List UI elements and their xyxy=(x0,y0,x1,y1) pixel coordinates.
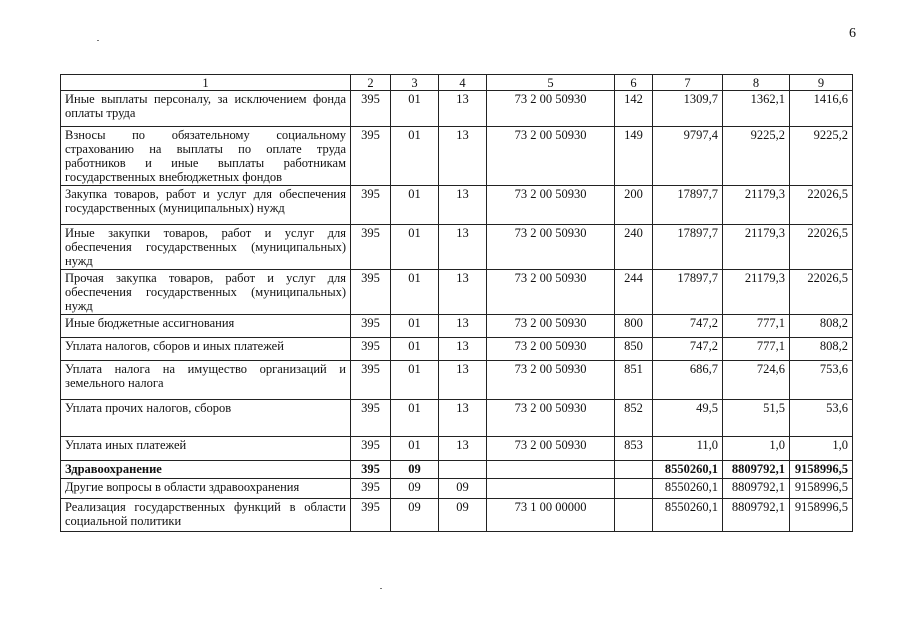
table-row xyxy=(61,499,853,532)
header-cell-8: 8 xyxy=(723,75,790,91)
header-cell-7: 7 xyxy=(653,75,723,91)
budget-table xyxy=(60,74,853,532)
cell-col-5: 73 2 00 50930 xyxy=(487,186,615,225)
cell-col-7: 17897,7 xyxy=(653,225,723,270)
cell-col-2: 395 xyxy=(351,338,391,361)
cell-col-4: 13 xyxy=(439,270,487,315)
cell-col-3: 01 xyxy=(391,361,439,400)
row-name: Уплата налогов, сборов и иных платежей xyxy=(61,338,351,361)
cell-col-5: 73 2 00 50930 xyxy=(487,315,615,338)
cell-col-8: 21179,3 xyxy=(723,225,790,270)
cell-col-4: 13 xyxy=(439,127,487,186)
cell-col-8: 8809792,1 xyxy=(723,479,790,499)
cell-col-7: 686,7 xyxy=(653,361,723,400)
cell-col-3: 01 xyxy=(391,225,439,270)
cell-col-2: 395 xyxy=(351,315,391,338)
cell-col-7: 17897,7 xyxy=(653,270,723,315)
cell-col-5: 73 2 00 50930 xyxy=(487,361,615,400)
cell-col-6: 853 xyxy=(615,437,653,461)
cell-col-8: 8809792,1 xyxy=(723,499,790,532)
header-cell-4: 4 xyxy=(439,75,487,91)
cell-col-3: 01 xyxy=(391,270,439,315)
cell-col-9: 808,2 xyxy=(790,315,853,338)
cell-col-5: 73 2 00 50930 xyxy=(487,91,615,127)
cell-col-2: 395 xyxy=(351,127,391,186)
cell-col-7: 747,2 xyxy=(653,315,723,338)
cell-col-4 xyxy=(439,461,487,479)
cell-col-7: 8550260,1 xyxy=(653,461,723,479)
cell-col-6: 244 xyxy=(615,270,653,315)
cell-col-5: 73 1 00 00000 xyxy=(487,499,615,532)
cell-col-7: 17897,7 xyxy=(653,186,723,225)
cell-col-2: 395 xyxy=(351,400,391,437)
table-row xyxy=(61,91,853,127)
cell-col-3: 01 xyxy=(391,400,439,437)
cell-col-7: 11,0 xyxy=(653,437,723,461)
table-row xyxy=(61,225,853,270)
cell-col-4: 13 xyxy=(439,437,487,461)
scan-speck xyxy=(97,40,99,41)
cell-col-9: 53,6 xyxy=(790,400,853,437)
header-cell-6: 6 xyxy=(615,75,653,91)
cell-col-3: 01 xyxy=(391,127,439,186)
table-header-row xyxy=(61,75,853,91)
cell-col-2: 395 xyxy=(351,461,391,479)
cell-col-9: 9158996,5 xyxy=(790,479,853,499)
cell-col-6: 800 xyxy=(615,315,653,338)
cell-col-5: 73 2 00 50930 xyxy=(487,127,615,186)
cell-col-6: 149 xyxy=(615,127,653,186)
cell-col-6 xyxy=(615,461,653,479)
cell-col-6 xyxy=(615,479,653,499)
row-name: Взносы по обязательному социальному страхованию на выплаты по оплате труда работников и иные выплаты работникам государственных внебюджетных фондов xyxy=(61,127,351,186)
table-row xyxy=(61,270,853,315)
table-row xyxy=(61,186,853,225)
cell-col-4: 13 xyxy=(439,186,487,225)
cell-col-8: 21179,3 xyxy=(723,270,790,315)
cell-col-8: 21179,3 xyxy=(723,186,790,225)
cell-col-4: 13 xyxy=(439,225,487,270)
cell-col-6: 852 xyxy=(615,400,653,437)
row-name: Прочая закупка товаров, работ и услуг для обеспечения государственных (муниципальных) нужд xyxy=(61,270,351,315)
table-row xyxy=(61,361,853,400)
cell-col-5: 73 2 00 50930 xyxy=(487,437,615,461)
cell-col-7: 8550260,1 xyxy=(653,499,723,532)
cell-col-3: 09 xyxy=(391,479,439,499)
row-name: Иные бюджетные ассигнования xyxy=(61,315,351,338)
row-name: Уплата налога на имущество организаций и земельного налога xyxy=(61,361,351,400)
header-cell-3: 3 xyxy=(391,75,439,91)
cell-col-2: 395 xyxy=(351,270,391,315)
cell-col-4: 13 xyxy=(439,91,487,127)
cell-col-5: 73 2 00 50930 xyxy=(487,225,615,270)
scan-speck xyxy=(380,588,382,589)
table-row xyxy=(61,315,853,338)
row-name: Закупка товаров, работ и услуг для обеспечения государственных (муниципальных) нужд xyxy=(61,186,351,225)
row-name: Иные выплаты персоналу, за исключением фонда оплаты труда xyxy=(61,91,351,127)
table-row xyxy=(61,479,853,499)
cell-col-6: 850 xyxy=(615,338,653,361)
cell-col-3: 09 xyxy=(391,499,439,532)
cell-col-9: 9158996,5 xyxy=(790,461,853,479)
cell-col-8: 777,1 xyxy=(723,315,790,338)
cell-col-7: 1309,7 xyxy=(653,91,723,127)
cell-col-5: 73 2 00 50930 xyxy=(487,400,615,437)
cell-col-5: 73 2 00 50930 xyxy=(487,338,615,361)
cell-col-2: 395 xyxy=(351,225,391,270)
cell-col-8: 724,6 xyxy=(723,361,790,400)
cell-col-3: 01 xyxy=(391,315,439,338)
header-cell-1: 1 xyxy=(61,75,351,91)
cell-col-3: 01 xyxy=(391,91,439,127)
table-row xyxy=(61,437,853,461)
cell-col-9: 22026,5 xyxy=(790,186,853,225)
table-row xyxy=(61,461,853,479)
cell-col-9: 1,0 xyxy=(790,437,853,461)
cell-col-9: 9158996,5 xyxy=(790,499,853,532)
cell-col-8: 1,0 xyxy=(723,437,790,461)
header-cell-2: 2 xyxy=(351,75,391,91)
table-row xyxy=(61,338,853,361)
cell-col-3: 01 xyxy=(391,437,439,461)
cell-col-2: 395 xyxy=(351,499,391,532)
page-number: 6 xyxy=(849,26,856,41)
cell-col-2: 395 xyxy=(351,186,391,225)
cell-col-9: 22026,5 xyxy=(790,225,853,270)
row-name: Уплата прочих налогов, сборов xyxy=(61,400,351,437)
cell-col-2: 395 xyxy=(351,361,391,400)
row-name: Реализация государственных функций в области социальной политики xyxy=(61,499,351,532)
header-cell-5: 5 xyxy=(487,75,615,91)
cell-col-6: 200 xyxy=(615,186,653,225)
row-name: Здравоохранение xyxy=(61,461,351,479)
cell-col-2: 395 xyxy=(351,479,391,499)
cell-col-9: 9225,2 xyxy=(790,127,853,186)
table-row xyxy=(61,400,853,437)
cell-col-2: 395 xyxy=(351,91,391,127)
cell-col-5 xyxy=(487,479,615,499)
cell-col-7: 9797,4 xyxy=(653,127,723,186)
row-name: Другие вопросы в области здравоохранения xyxy=(61,479,351,499)
cell-col-9: 808,2 xyxy=(790,338,853,361)
cell-col-8: 9225,2 xyxy=(723,127,790,186)
cell-col-9: 1416,6 xyxy=(790,91,853,127)
cell-col-4: 13 xyxy=(439,338,487,361)
cell-col-3: 01 xyxy=(391,186,439,225)
cell-col-6: 240 xyxy=(615,225,653,270)
table-body xyxy=(61,75,853,532)
cell-col-6: 142 xyxy=(615,91,653,127)
cell-col-2: 395 xyxy=(351,437,391,461)
cell-col-3: 01 xyxy=(391,338,439,361)
cell-col-8: 1362,1 xyxy=(723,91,790,127)
cell-col-7: 8550260,1 xyxy=(653,479,723,499)
row-name: Иные закупки товаров, работ и услуг для обеспечения государственных (муниципальных) нужд xyxy=(61,225,351,270)
cell-col-8: 8809792,1 xyxy=(723,461,790,479)
cell-col-5: 73 2 00 50930 xyxy=(487,270,615,315)
cell-col-3: 09 xyxy=(391,461,439,479)
cell-col-4: 13 xyxy=(439,315,487,338)
cell-col-7: 747,2 xyxy=(653,338,723,361)
table-row xyxy=(61,127,853,186)
cell-col-9: 22026,5 xyxy=(790,270,853,315)
header-cell-9: 9 xyxy=(790,75,853,91)
row-name: Уплата иных платежей xyxy=(61,437,351,461)
cell-col-4: 13 xyxy=(439,361,487,400)
cell-col-4: 09 xyxy=(439,499,487,532)
cell-col-9: 753,6 xyxy=(790,361,853,400)
cell-col-8: 51,5 xyxy=(723,400,790,437)
cell-col-4: 09 xyxy=(439,479,487,499)
cell-col-4: 13 xyxy=(439,400,487,437)
cell-col-8: 777,1 xyxy=(723,338,790,361)
cell-col-6 xyxy=(615,499,653,532)
cell-col-7: 49,5 xyxy=(653,400,723,437)
cell-col-6: 851 xyxy=(615,361,653,400)
cell-col-5 xyxy=(487,461,615,479)
